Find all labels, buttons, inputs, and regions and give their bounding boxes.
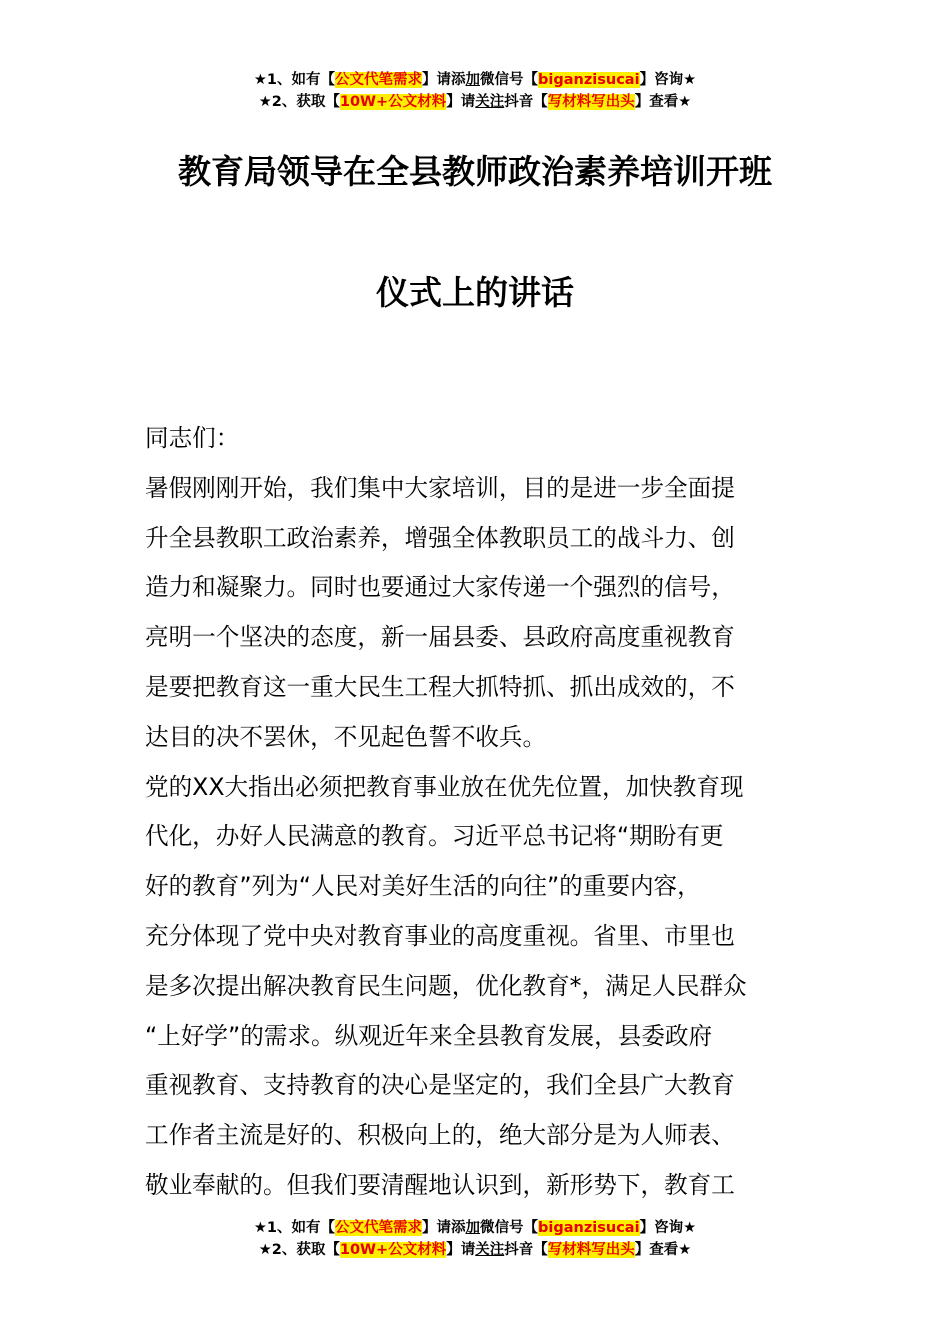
banner-text: ★1、如有【 bbox=[253, 1220, 336, 1236]
banner-text: 微信号【 bbox=[480, 1220, 539, 1236]
banner-line-1 bbox=[0, 69, 950, 91]
body-line: 亮明一个坚决的态度，新一届县委、县政府高度重视教育 bbox=[145, 623, 735, 652]
banner-underlined: 关注 bbox=[475, 1242, 505, 1258]
body-line: 暑假刚刚开始，我们集中大家培训，目的是进一步全面提 bbox=[145, 473, 735, 502]
banner-text: 】请添 bbox=[422, 1220, 466, 1236]
banner-highlight: biganzisucai bbox=[538, 1220, 640, 1236]
body-line: 是要把教育这一重大民生工程大抓特抓、抓出成效的，不 bbox=[145, 672, 735, 701]
banner-highlight: biganzisucai bbox=[538, 72, 640, 88]
body-line: 重视教育、支持教育的决心是坚定的，我们全县广大教育 bbox=[145, 1071, 735, 1100]
banner-highlight: 10W+公文材料 bbox=[339, 1242, 447, 1258]
banner-line-2 bbox=[0, 91, 950, 113]
banner-text: 】咨询★ bbox=[639, 1220, 697, 1236]
body-line: 好的教育”列为“人民对美好生活的向往”的重要内容， bbox=[145, 872, 701, 901]
body-line: 造力和凝聚力。同时也要通过大家传递一个强烈的信号， bbox=[145, 573, 735, 602]
body-line: 敬业奉献的。但我们要清醒地认识到，新形势下，教育工 bbox=[145, 1170, 735, 1199]
banner-highlight: 公文代笔需求 bbox=[335, 1220, 423, 1236]
banner-text: ★2、获取【 bbox=[258, 94, 340, 110]
banner-highlight: 公文代笔需求 bbox=[335, 72, 423, 88]
banner-text: 】请 bbox=[446, 1242, 476, 1258]
banner-highlight: 10W+公文材料 bbox=[339, 94, 447, 110]
banner-text: 微信号【 bbox=[480, 72, 539, 88]
banner-text: 】查看★ bbox=[634, 1242, 692, 1258]
banner-text: ★1、如有【 bbox=[253, 72, 336, 88]
banner-highlight: 写材料写出头 bbox=[547, 1242, 635, 1258]
body-line: 升全县教职工政治素养，增强全体教职员工的战斗力、创 bbox=[145, 523, 735, 552]
banner-text: 】请 bbox=[446, 94, 476, 110]
document-title-line-2: 仪式上的讲话 bbox=[376, 273, 574, 312]
body-line: 工作者主流是好的、积极向上的，绝大部分是为人师表、 bbox=[145, 1121, 735, 1150]
banner-text: ★2、获取【 bbox=[258, 1242, 340, 1258]
body-line: 充分体现了党中央对教育事业的高度重视。省里、市里也 bbox=[145, 921, 735, 950]
banner-highlight: 写材料写出头 bbox=[547, 94, 635, 110]
speech-body bbox=[145, 414, 810, 1211]
body-line: 党的XX大指出必须把教育事业放在优先位置，加快教育现 bbox=[145, 772, 744, 801]
body-line: 代化，办好人民满意的教育。习近平总书记将“期盼有更 bbox=[145, 822, 724, 851]
footer-banner bbox=[0, 1217, 950, 1261]
body-line: “上好学”的需求。纵观近年来全县教育发展，县委政府 bbox=[145, 1021, 713, 1050]
body-line: 同志们： bbox=[145, 424, 240, 452]
banner-underlined: 关注 bbox=[475, 94, 505, 110]
banner-text: 抖音【 bbox=[504, 94, 548, 110]
document-title-line-1: 教育局领导在全县教师政治素养培训开班 bbox=[178, 152, 772, 191]
banner-text: 抖音【 bbox=[504, 1242, 548, 1258]
header-banner bbox=[0, 69, 950, 113]
banner-text: 】请添 bbox=[422, 72, 466, 88]
body-line: 达目的决不罢休，不见起色誓不收兵。 bbox=[145, 722, 547, 751]
banner-line-2 bbox=[0, 1239, 950, 1261]
banner-underlined: 加 bbox=[465, 1220, 481, 1236]
banner-text: 】查看★ bbox=[634, 94, 692, 110]
banner-text: 】咨询★ bbox=[639, 72, 697, 88]
body-line: 是多次提出解决教育民生问题，优化教育*，满足人民群众 bbox=[145, 971, 747, 1000]
banner-line-1 bbox=[0, 1217, 950, 1239]
banner-underlined: 加 bbox=[465, 72, 481, 88]
